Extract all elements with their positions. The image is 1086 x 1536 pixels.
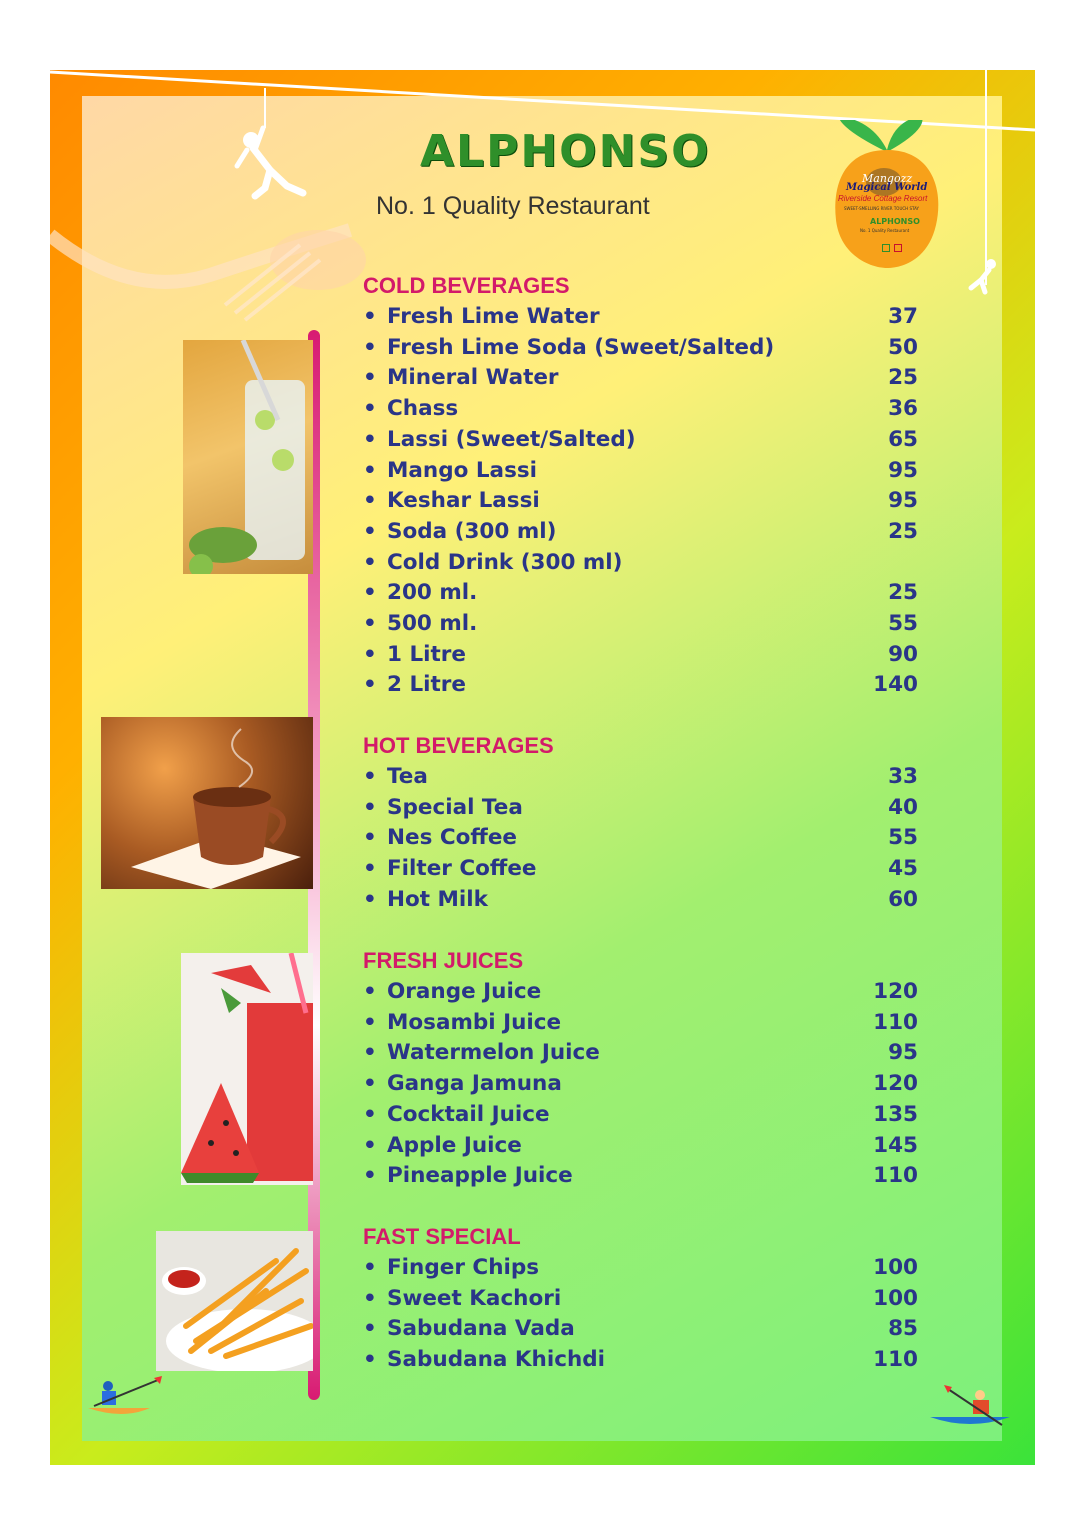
- menu-item-name: Finger Chips: [387, 1255, 540, 1280]
- menu-item-name: Mineral Water: [387, 365, 559, 391]
- menu-item: [363, 304, 918, 334]
- menu-item-price: 65: [888, 426, 918, 452]
- menu-item-name: Mosambi Juice: [387, 1009, 562, 1035]
- menu-item: [363, 1316, 918, 1346]
- menu-item: [363, 335, 918, 365]
- bullet: •: [363, 334, 377, 360]
- bullet: •: [363, 488, 377, 514]
- menu-item-price: 95: [888, 457, 918, 483]
- bullet: •: [363, 886, 377, 912]
- menu-item: [363, 1040, 918, 1070]
- menu-item: [363, 856, 918, 886]
- menu-item: [363, 1163, 918, 1193]
- bullet: •: [363, 1040, 377, 1066]
- bullet: •: [363, 794, 377, 820]
- menu-item: [363, 825, 918, 855]
- logo-nonveg-mark: [894, 244, 902, 252]
- bullet: •: [363, 304, 377, 329]
- bullet: •: [363, 764, 377, 789]
- menu-item-name: Tea: [387, 764, 428, 789]
- menu-item: [363, 611, 918, 641]
- menu-item-name: Keshar Lassi: [387, 488, 540, 514]
- menu-item-price: 50: [888, 334, 918, 360]
- menu-item: [363, 488, 918, 518]
- logo-tagline: No. 1 Quality Restaurant: [860, 228, 910, 233]
- menu-item-name: Soda (300 ml): [387, 518, 557, 544]
- logo-small-text: SWEET-SMELLING RIVER TOUCH STAY: [844, 206, 919, 211]
- menu-item-price: 100: [873, 1285, 918, 1311]
- menu-item: [363, 580, 918, 610]
- menu-item-price: 95: [888, 1040, 918, 1066]
- menu-item-price: 55: [888, 825, 918, 851]
- menu-item: [363, 672, 918, 702]
- menu-item: [363, 427, 918, 457]
- menu-item-price: 140: [873, 672, 918, 698]
- menu-item-name: Chass: [387, 396, 459, 422]
- menu-item-price: 25: [888, 518, 918, 544]
- logo-name-line1: Mangozz: [862, 172, 913, 185]
- bullet: •: [363, 426, 377, 452]
- section-title: FAST SPECIAL: [363, 1224, 521, 1249]
- menu-item-price: 110: [873, 1347, 918, 1373]
- bullet: •: [363, 1101, 377, 1127]
- menu-item: [363, 1347, 918, 1377]
- menu-item-price: 90: [888, 641, 918, 667]
- menu-item-price: 110: [873, 1009, 918, 1035]
- menu-item-price: 85: [888, 1316, 918, 1342]
- menu-item-name: Mango Lassi: [387, 457, 538, 483]
- menu-item-price: 25: [888, 365, 918, 391]
- menu-item-price: 145: [873, 1132, 918, 1158]
- menu-item: [363, 1102, 918, 1132]
- menu-item-price: 33: [888, 764, 918, 789]
- menu-item-name: Hot Milk: [387, 886, 488, 912]
- menu-item-name: Nes Coffee: [387, 825, 517, 851]
- bullet: •: [363, 1347, 377, 1373]
- menu-item: [363, 1255, 918, 1285]
- bullet: •: [363, 365, 377, 391]
- menu-item-name: Sabudana Khichdi: [387, 1347, 606, 1373]
- bullet: •: [363, 396, 377, 422]
- bullet: •: [363, 979, 377, 1004]
- bullet: •: [363, 641, 377, 667]
- bullet: •: [363, 1316, 377, 1342]
- bullet: •: [363, 825, 377, 851]
- menu-item: [363, 396, 918, 426]
- menu-item: [363, 365, 918, 395]
- section-title: FRESH JUICES: [363, 948, 524, 973]
- bullet: •: [363, 1255, 377, 1280]
- menu-item-name: Sweet Kachori: [387, 1285, 562, 1311]
- menu-item: [363, 642, 918, 672]
- bullet: •: [363, 457, 377, 483]
- finger-chips-photo: [156, 1231, 313, 1371]
- bullet: •: [363, 518, 377, 544]
- menu-item-price: 25: [888, 580, 918, 606]
- menu-item-price: 45: [888, 856, 918, 882]
- menu-item: [363, 764, 918, 794]
- menu-item-price: 60: [888, 886, 918, 912]
- bullet: •: [363, 672, 377, 698]
- menu-item-name: Fresh Lime Soda (Sweet/Salted): [387, 334, 775, 360]
- menu-item-name: Watermelon Juice: [387, 1040, 600, 1066]
- zipline-person-right-icon: [965, 258, 1005, 298]
- kayak-icon: [88, 1376, 163, 1421]
- bullet: •: [363, 856, 377, 882]
- menu-item-name: 1 Litre: [387, 641, 466, 667]
- menu-item: [363, 1071, 918, 1101]
- menu-item-price: 37: [888, 304, 918, 329]
- mango-logo-icon: [832, 120, 942, 270]
- menu-item: [363, 887, 918, 917]
- menu-item-name: Lassi (Sweet/Salted): [387, 426, 636, 452]
- menu-item: [363, 1010, 918, 1040]
- brand-tagline: No. 1 Quality Restaurant: [376, 192, 650, 220]
- menu-item-name: Filter Coffee: [387, 856, 537, 882]
- bullet: •: [363, 1009, 377, 1035]
- menu-item-name: Special Tea: [387, 794, 523, 820]
- menu-item-name: 200 ml.: [387, 580, 478, 606]
- menu-item: [363, 550, 918, 580]
- logo-brand: ALPHONSO: [870, 217, 920, 226]
- menu-item-price: 55: [888, 611, 918, 636]
- kayak-right-icon: [930, 1383, 1015, 1433]
- bullet: •: [363, 1163, 377, 1189]
- menu-item: [363, 979, 918, 1009]
- menu-item-name: Orange Juice: [387, 979, 542, 1004]
- menu-item: [363, 795, 918, 825]
- menu-item: [363, 519, 918, 549]
- brand-title: ALPHONSO: [420, 126, 711, 177]
- menu-item-name: 2 Litre: [387, 672, 466, 698]
- menu-item-price: 120: [873, 1071, 918, 1097]
- section-title: HOT BEVERAGES: [363, 733, 554, 758]
- menu-item-price: 40: [888, 794, 918, 820]
- menu-item-price: 36: [888, 396, 918, 422]
- zipline-person-icon: [225, 88, 315, 203]
- menu-item-price: 110: [873, 1163, 918, 1189]
- bullet: •: [363, 1132, 377, 1158]
- menu-item-name: Sabudana Vada: [387, 1316, 575, 1342]
- menu-item-name: 500 ml.: [387, 611, 478, 636]
- menu-item-name: Ganga Jamuna: [387, 1071, 562, 1097]
- menu-item-name: Fresh Lime Water: [387, 304, 600, 329]
- logo-name-line2: Magical World: [846, 182, 928, 193]
- menu-item-name: Cold Drink (300 ml): [387, 549, 623, 575]
- menu-item-price: 120: [873, 979, 918, 1004]
- zipline-right-wire-icon: [960, 70, 1000, 290]
- menu-item-name: Apple Juice: [387, 1132, 522, 1158]
- tea-cup-photo: [101, 717, 313, 889]
- logo-subtitle: Riverside Cottage Resort: [838, 194, 928, 203]
- menu-item-price: 95: [888, 488, 918, 514]
- spoon-fork-icon: [50, 205, 370, 325]
- bullet: •: [363, 549, 377, 575]
- menu-item: [363, 1286, 918, 1316]
- bullet: •: [363, 1071, 377, 1097]
- section-title: COLD BEVERAGES: [363, 273, 570, 298]
- menu-item-price: 100: [873, 1255, 918, 1280]
- bullet: •: [363, 1285, 377, 1311]
- watermelon-juice-photo: [181, 953, 313, 1185]
- bullet: •: [363, 580, 377, 606]
- menu-item: [363, 1133, 918, 1163]
- menu-item-price: 135: [873, 1101, 918, 1127]
- menu-item-name: Cocktail Juice: [387, 1101, 550, 1127]
- logo-veg-mark: [882, 244, 890, 252]
- menu-item-name: Pineapple Juice: [387, 1163, 573, 1189]
- lime-water-photo: [183, 340, 313, 574]
- menu-item: [363, 458, 918, 488]
- bullet: •: [363, 611, 377, 636]
